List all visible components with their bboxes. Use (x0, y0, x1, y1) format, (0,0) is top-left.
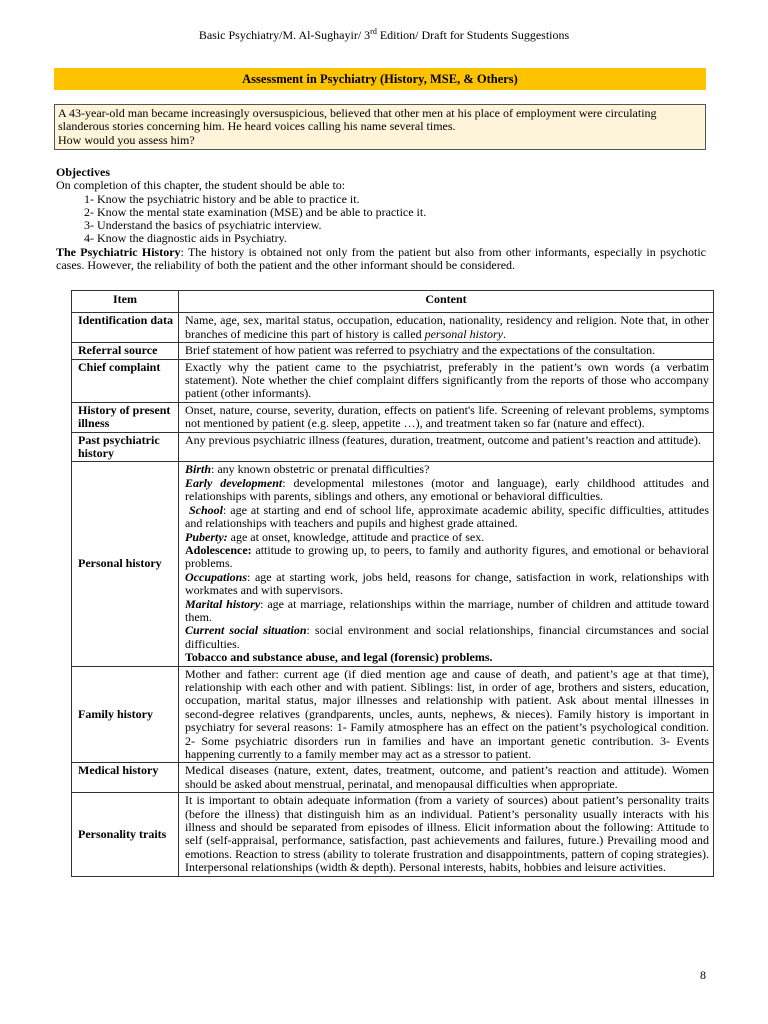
psychiatric-history-heading: The Psychiatric History (56, 244, 181, 259)
table-header-row (72, 291, 714, 313)
early-development-entry (185, 477, 709, 504)
row-content-present-illness: Onset, nature, course, severity, duration, effects on patient's life. Screening of relevant problems, symptoms not mentioned by patient (e.g. sleep, appetite …), and treatment taken so far (nature and effect). (179, 402, 714, 432)
case-text: A 43-year-old man became increasingly oversuspicious, believed that other men at his place of employment were circulating slanderous stories concerning him. He heard voices calling his name several times. (58, 106, 657, 134)
school-text: : age at starting and end of school life, approximate academic ability, specific difficulties, attitudes and relationships with teachers and pupils and highest grade attained. (185, 502, 709, 531)
row-label-personal-history: Personal history (72, 462, 179, 666)
row-content-personality-traits: It is important to obtain adequate information (from a variety of sources) about patient’s personality traits (before the illness) that distinguish him as an individual. Patient’s personality usually interacts with his illness and should be separated from episodes of illness. Elicit information about the following: Attitude to self (self-appraisal, performance, satisfaction, past achievements and failures, future.) Prevailing mood and emotions. Reaction to stress (ability to tolerate frustration and disappointments, pattern of coping strategies). Interpersonal relationships (width & depth). Personal interests, habits, hobbies and leisure activities. (179, 793, 714, 876)
table-row (72, 313, 714, 343)
objective-item: 1- Know the psychiatric history and be able to practice it. (84, 191, 360, 206)
birth-text: : any known obstetric or prenatal difficulties? (211, 462, 430, 477)
row-label-chief-complaint: Chief complaint (72, 359, 179, 402)
objective-item: 3- Understand the basics of psychiatric interview. (84, 218, 322, 233)
psychiatric-history-text: : The history is obtained not only from the patient but also from other informants, especially in psychotic cases. However, the reliability of both the patient and the other informant should be considered. (56, 244, 706, 273)
identification-text-em: personal history (424, 326, 503, 341)
early-development-label: Early development (185, 475, 283, 490)
school-entry (185, 504, 709, 531)
adolescence-text: attitude to growing up, to peers, to family and authority figures, and emotional or behavioral problems. (185, 542, 709, 571)
table-row (72, 462, 714, 666)
social-situation-text: : social environment and social relationships, financial circumstances and social difficulties. (185, 623, 709, 651)
school-label: School (188, 502, 223, 517)
social-situation-entry (185, 624, 709, 651)
adolescence-label: Adolescence: (185, 542, 252, 557)
birth-entry (185, 463, 709, 476)
objectives-list (56, 193, 706, 246)
row-content-identification (179, 313, 714, 343)
objectives-section (56, 166, 706, 272)
psychiatric-history-paragraph (56, 246, 706, 273)
col-header-item: Item (72, 291, 179, 313)
objective-item: 4- Know the diagnostic aids in Psychiatry. (84, 231, 287, 246)
marital-history-text: : age at marriage, relationships within the marriage, number of children and attitude toward them. (185, 596, 709, 624)
occupations-label: Occupations (185, 569, 248, 584)
table-row (72, 666, 714, 763)
objectives-heading: Objectives (56, 165, 110, 179)
row-label-present-illness: History of present illness (72, 402, 179, 432)
row-content-chief-complaint: Exactly why the patient came to the psychiatrist, preferably in the patient’s own words (a verbatim statement). Note whether the chief complaint differs significantly from the reports of those who accompany patient (other informants). (179, 359, 714, 402)
history-table (71, 290, 714, 877)
occupations-text: : age at starting work, jobs held, reasons for change, satisfaction in work, relationships with workmates and with supervisors. (185, 569, 709, 598)
running-head-text: Basic Psychiatry/M. Al-Sughayir/ 3 (198, 28, 371, 42)
objective-item: 2- Know the mental state examination (MSE) and be able to practice it. (84, 204, 427, 219)
row-content-referral: Brief statement of how patient was referred to psychiatry and the expectations of the consultation. (179, 343, 714, 359)
running-head-sup: rd (370, 27, 377, 36)
marital-history-entry (185, 598, 709, 625)
row-label-identification: Identification data (72, 313, 179, 343)
row-content-family-history: Mother and father: current age (if died mention age and cause of death, and patient’s age at that time), relationship with each other and with patient. Siblings: list, in order of age, brothers and sisters, education, occupation, marital status, major illnesses and relationship with patient. Ask about mental illnesses in second-degree relatives (grandparents, uncles, aunts, nephews, & nieces). Family history is important in psychiatry for several reasons: 1- Family atmosphere has an effect on the patient’s psychological condition. 2- Some psychiatric disorders run in families and have an important genetic contribution. 3- Events happening currently to a family member may act as a stressor to patient. (179, 666, 714, 763)
tobacco-entry (185, 651, 709, 664)
page-number: 8 (700, 968, 706, 982)
col-header-content: Content (179, 291, 714, 313)
identification-text-end: . (502, 326, 506, 341)
running-head-text-end: Edition/ Draft for Students Suggestions (376, 28, 570, 42)
table-row (72, 432, 714, 462)
row-content-personal-history (179, 462, 714, 666)
table-row (72, 763, 714, 793)
running-head (0, 27, 768, 43)
birth-label: Birth (185, 462, 212, 477)
puberty-entry (185, 531, 709, 544)
objectives-intro: On completion of this chapter, the student should be able to: (56, 178, 346, 193)
identification-text: Name, age, sex, marital status, occupation, education, nationality, residency and religion. Note that, in other branches of medicine this part of history is called (185, 313, 709, 341)
table-row (72, 359, 714, 402)
row-label-personality-traits: Personality traits (72, 793, 179, 876)
row-label-family-history: Family history (72, 666, 179, 763)
table-row (72, 793, 714, 876)
row-content-past-psychiatric: Any previous psychiatric illness (features, duration, treatment, outcome and patient’s reaction and attitude). (179, 432, 714, 462)
table-row (72, 343, 714, 359)
adolescence-entry (185, 544, 709, 571)
table-row (72, 402, 714, 432)
early-development-text: : developmental milestones (motor and language), early childhood attitudes and relationships with parents, siblings and others, any emotional or behavioral difficulties. (185, 475, 709, 504)
row-content-medical-history: Medical diseases (nature, extent, dates, treatment, outcome, and patient’s reaction and attitude). Women should be asked about menstrual, perinatal, and menopausal difficulties when appropriate. (179, 763, 714, 793)
marital-history-label: Marital history (185, 596, 261, 611)
puberty-text: age at onset, knowledge, attitude and practice of sex. (227, 529, 485, 544)
case-box (54, 104, 706, 150)
case-question: How would you assess him? (58, 132, 195, 147)
puberty-label: Puberty: (185, 529, 228, 544)
row-label-referral: Referral source (72, 343, 179, 359)
chapter-title: Assessment in Psychiatry (History, MSE, & Others) (54, 68, 706, 90)
occupations-entry (185, 571, 709, 598)
row-label-medical-history: Medical history (72, 763, 179, 793)
row-label-past-psychiatric: Past psychiatric history (72, 432, 179, 462)
tobacco-text: Tobacco and substance abuse, and legal (forensic) problems. (185, 650, 493, 665)
social-situation-label: Current social situation (185, 623, 307, 638)
